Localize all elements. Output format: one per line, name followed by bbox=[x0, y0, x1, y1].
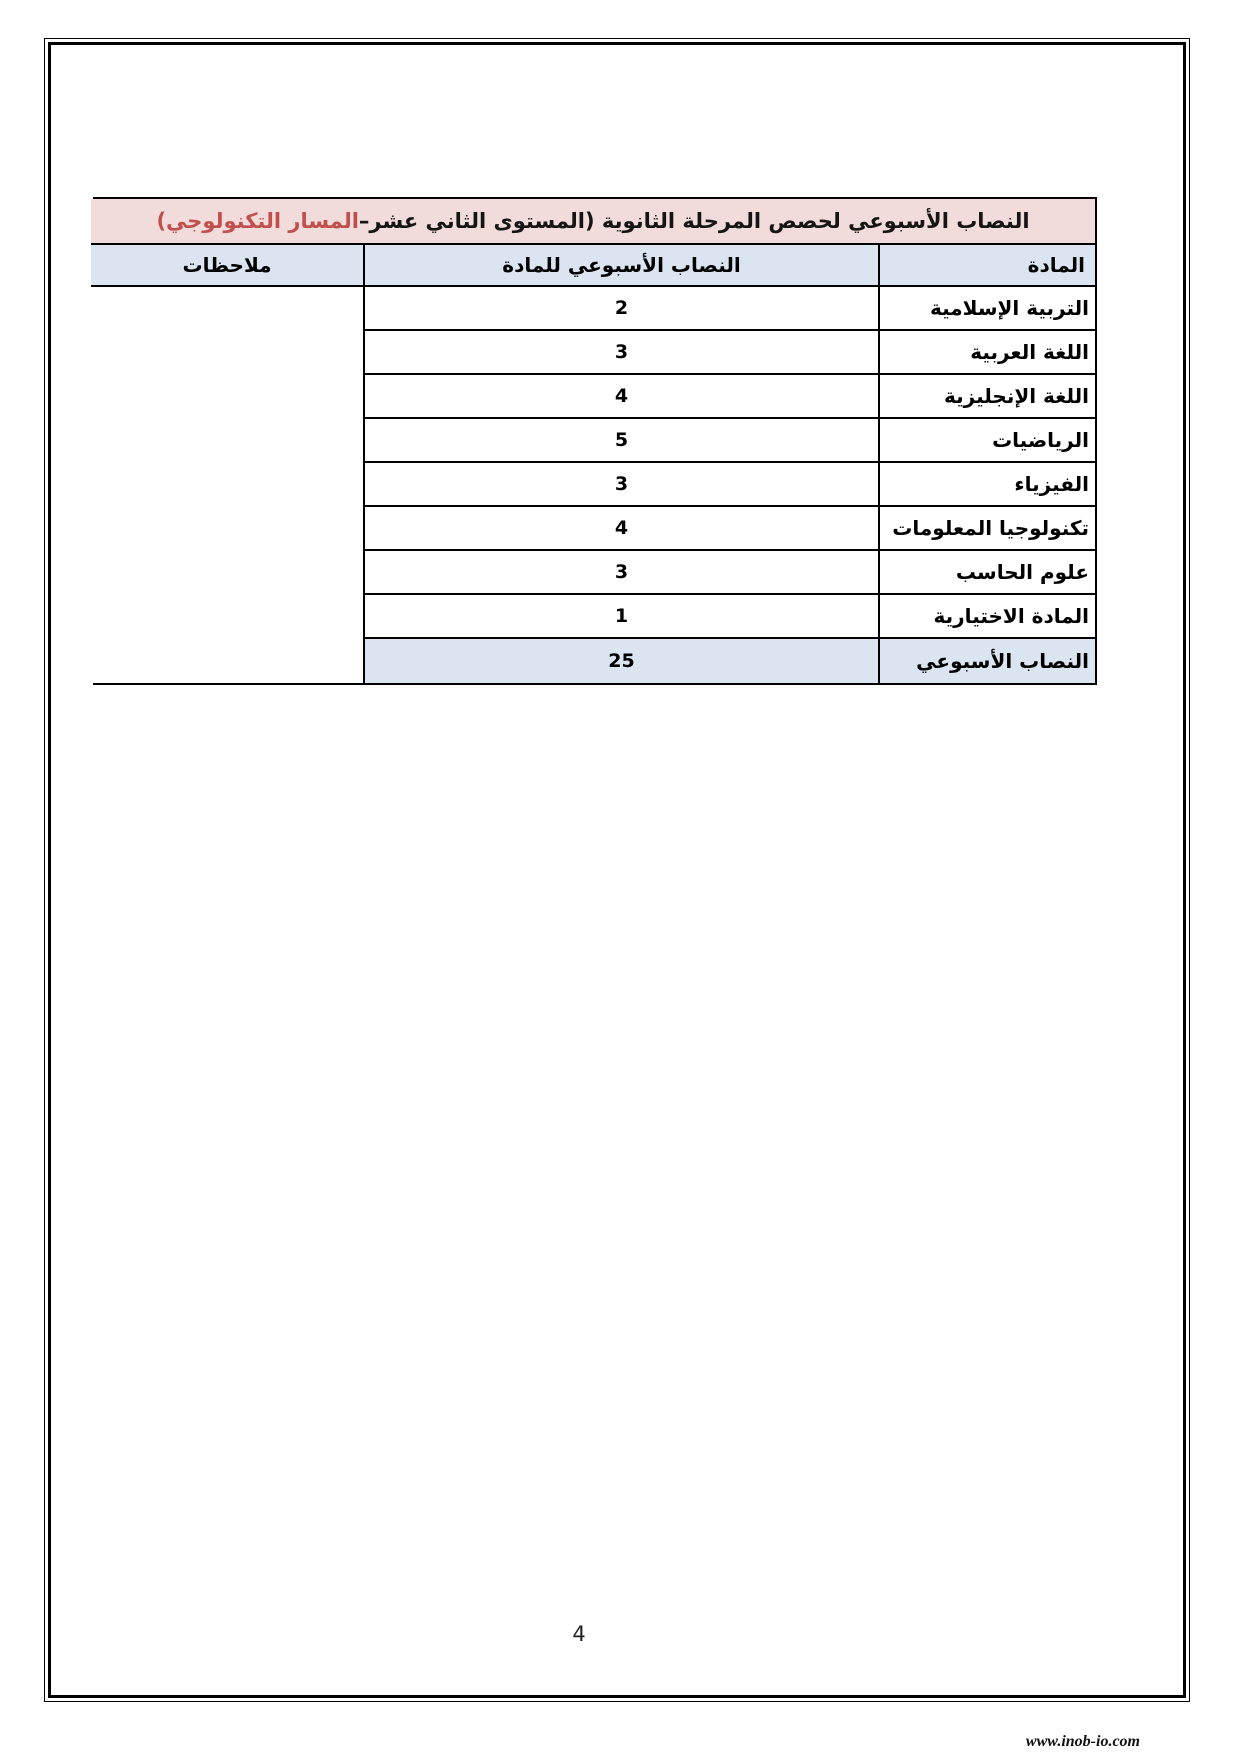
notes-empty-cell bbox=[91, 287, 363, 683]
table-title-main: النصاب الأسبوعي لحصص المرحلة الثانوية (المستوى الثاني عشر– bbox=[358, 209, 1030, 233]
table-row-quota bbox=[363, 331, 878, 375]
total-row-value bbox=[363, 639, 878, 683]
column-header-notes-label: ملاحظات bbox=[182, 253, 272, 277]
table-row-quota bbox=[363, 551, 878, 595]
table-row-subject bbox=[878, 595, 1095, 639]
quota-value: 4 bbox=[614, 517, 629, 539]
table-row-quota bbox=[363, 463, 878, 507]
website-watermark: www.inob-io.com bbox=[1025, 1733, 1140, 1750]
table-row-quota bbox=[363, 375, 878, 419]
column-header-notes bbox=[91, 245, 363, 287]
quota-value: 3 bbox=[614, 561, 629, 583]
weekly-quota-table bbox=[93, 197, 1097, 685]
total-label-text: النصاب الأسبوعي bbox=[916, 649, 1089, 673]
column-header-weekly-quota-label: النصاب الأسبوعي للمادة bbox=[502, 253, 741, 277]
table-row-subject bbox=[878, 463, 1095, 507]
subject-mathematics: الرياضيات bbox=[992, 428, 1089, 452]
table-row-subject bbox=[878, 507, 1095, 551]
subject-islamic-education: التربية الإسلامية bbox=[929, 296, 1089, 320]
quota-value: 4 bbox=[614, 385, 629, 407]
table-row-subject bbox=[878, 419, 1095, 463]
table-row-subject bbox=[878, 287, 1095, 331]
table-row-subject bbox=[878, 331, 1095, 375]
table-title bbox=[91, 199, 1095, 245]
subject-information-technology: تكنولوجيا المعلومات bbox=[892, 516, 1089, 540]
table-row-quota bbox=[363, 287, 878, 331]
quota-value: 3 bbox=[614, 341, 629, 363]
quota-value: 3 bbox=[614, 473, 629, 495]
column-header-subject bbox=[878, 245, 1095, 287]
table-title-track-accent: المسار التكنولوجي) bbox=[156, 209, 359, 233]
subject-physics: الفيزياء bbox=[1014, 472, 1089, 496]
table-row-subject bbox=[878, 551, 1095, 595]
table-row-quota bbox=[363, 507, 878, 551]
subject-computer-science: علوم الحاسب bbox=[955, 560, 1089, 584]
column-header-weekly-quota bbox=[363, 245, 878, 287]
table-row-quota bbox=[363, 419, 878, 463]
quota-value: 2 bbox=[614, 297, 629, 319]
table-row-quota bbox=[363, 595, 878, 639]
table-row-subject bbox=[878, 375, 1095, 419]
page-number: 4 bbox=[572, 1622, 586, 1646]
quota-value: 1 bbox=[614, 605, 629, 627]
subject-arabic-language: اللغة العربية bbox=[970, 340, 1089, 364]
column-header-subject-label: المادة bbox=[1027, 253, 1085, 277]
total-row-label bbox=[878, 639, 1095, 683]
quota-value: 5 bbox=[614, 429, 629, 451]
subject-english-language: اللغة الإنجليزية bbox=[944, 384, 1089, 408]
total-value-text: 25 bbox=[608, 650, 635, 672]
subject-elective: المادة الاختيارية bbox=[933, 604, 1089, 628]
